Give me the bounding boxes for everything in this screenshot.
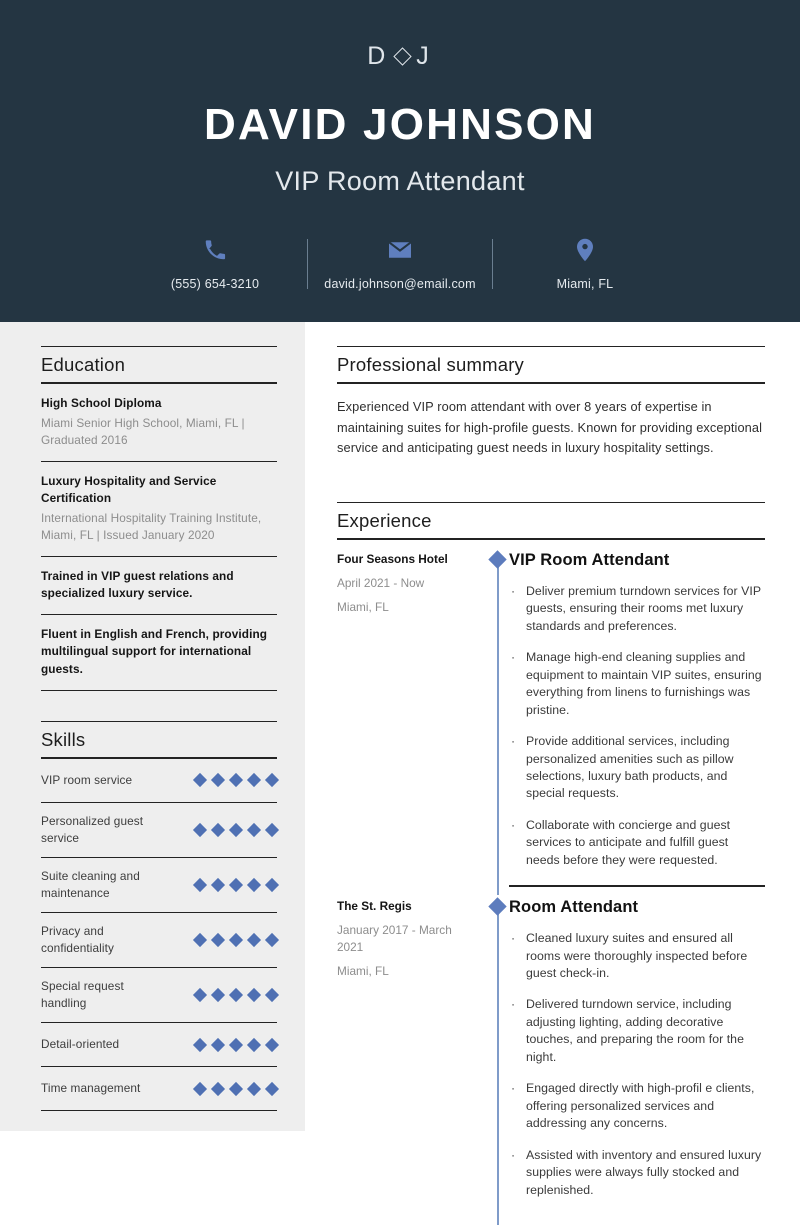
bullet-dot-icon: · [511, 1147, 516, 1162]
diamond-icon [265, 878, 279, 892]
education-meta: Miami Senior High School, Miami, FL | Graduated 2016 [41, 416, 245, 448]
email-value: david.johnson@email.com [324, 277, 476, 291]
resume-header [0, 0, 800, 322]
bullet-text: Cleaned luxury suites and ensured all rooms were thoroughly inspected before guest check-in. [526, 931, 748, 980]
skill-name: Personalized guest service [41, 813, 144, 845]
skill-name: VIP room service [41, 772, 133, 787]
section-header-experience [337, 502, 765, 540]
bullet-dot-icon: · [511, 997, 516, 1012]
phone-icon [204, 237, 226, 263]
education-item [41, 615, 277, 690]
bullet-item [509, 1147, 765, 1199]
skill-name: Suite cleaning and maintenance [41, 868, 140, 900]
skill-row [41, 803, 277, 858]
diamond-icon [229, 823, 243, 837]
diamond-icon [211, 988, 225, 1002]
diamond-icon [265, 933, 279, 947]
education-degree: Fluent in English and French, providing multilingual support for international guests. [41, 627, 268, 676]
skill-rating [195, 935, 277, 945]
diamond-icon [193, 1038, 207, 1052]
section-header-education [41, 346, 277, 384]
bullet-item [509, 930, 765, 982]
bullet-item [509, 583, 765, 635]
experience-company: Four Seasons Hotel [337, 552, 448, 567]
diamond-icon [265, 1038, 279, 1052]
skill-row [41, 858, 277, 913]
location-pin-icon [576, 237, 594, 263]
diamond-icon [211, 878, 225, 892]
diamond-icon [265, 988, 279, 1002]
skill-row [41, 1023, 277, 1067]
education-degree: Luxury Hospitality and Service Certification [41, 474, 217, 505]
experience-location: Miami, FL [337, 599, 389, 614]
education-title: Education [41, 354, 126, 375]
skill-rating [195, 990, 277, 1000]
location-value: Miami, FL [556, 277, 614, 291]
skills-title: Skills [41, 728, 86, 750]
diamond-icon [211, 1038, 225, 1052]
experience-dates: April 2021 - Now [337, 575, 425, 590]
diamond-icon [229, 878, 243, 892]
diamond-icon [265, 823, 279, 837]
experience-company: The St. Regis [337, 899, 412, 914]
skill-rating [195, 825, 277, 835]
education-degree: High School Diploma [41, 396, 162, 410]
education-meta: International Hospitality Training Institute, Miami, FL | Issued January 2020 [41, 510, 262, 543]
phone-value: (555) 654-3210 [170, 277, 260, 291]
diamond-icon [193, 988, 207, 1002]
education-item [41, 384, 277, 462]
skill-row [41, 1067, 277, 1111]
experience-role: Room Attendant [509, 898, 639, 917]
bullet-text: Assisted with inventory and ensured luxury supplies were always fully stocked and replenished. [526, 1147, 762, 1197]
skill-name: Detail-oriented [41, 1037, 120, 1052]
education-degree: Trained in VIP guest relations and specialized luxury service. [41, 569, 234, 601]
experience-detail [509, 898, 765, 1213]
bullet-item [509, 1080, 765, 1132]
monogram-initial-left: D [367, 42, 390, 70]
education-item [41, 557, 277, 615]
timeline-line [497, 557, 499, 895]
diamond-icon [247, 1038, 261, 1052]
contact-phone[interactable] [123, 237, 307, 291]
bullet-item [509, 996, 765, 1066]
diamond-icon [247, 988, 261, 1002]
timeline-line [497, 904, 499, 1225]
skill-name: Privacy and confidentiality [41, 924, 114, 956]
diamond-icon [229, 773, 243, 787]
skill-rating [195, 880, 277, 890]
experience-timeline [487, 551, 509, 883]
experience-dates: January 2017 - March 2021 [337, 922, 452, 954]
diamond-icon [247, 1082, 261, 1096]
diamond-icon [193, 1082, 207, 1096]
experience-timeline [487, 898, 509, 1213]
job-title: VIP Room Attendant [275, 166, 525, 196]
skill-rating [195, 1040, 277, 1050]
diamond-icon [211, 823, 225, 837]
diamond-outline-icon [394, 47, 412, 65]
diamond-icon [247, 773, 261, 787]
experience-meta [337, 551, 487, 883]
sidebar [0, 322, 305, 1131]
skill-rating [195, 775, 277, 785]
experience-bullets [509, 930, 765, 1199]
education-item [41, 462, 277, 557]
page-title: DAVID JOHNSON [203, 100, 597, 149]
skills-list [41, 759, 277, 1112]
resume-body [0, 322, 800, 1197]
bullet-dot-icon: · [511, 734, 516, 749]
summary-title: Professional summary [337, 354, 525, 375]
diamond-icon [193, 823, 207, 837]
experience-title: Experience [337, 510, 432, 532]
bullet-text: Delivered turndown service, including adjusting lighting, adding decorative touches, and preparing the room for the night. [526, 997, 744, 1064]
diamond-icon [229, 988, 243, 1002]
diamond-icon [211, 933, 225, 947]
skill-row [41, 759, 277, 803]
diamond-icon [211, 1082, 225, 1096]
bullet-text: Collaborate with concierge and guest services to anticipate and fulfill guest needs before they were requested. [526, 817, 731, 867]
diamond-icon [247, 878, 261, 892]
diamond-icon [193, 773, 207, 787]
bullet-dot-icon: · [511, 931, 516, 946]
experience-detail [509, 551, 765, 883]
bullet-dot-icon: · [511, 817, 516, 832]
bullet-item [509, 733, 765, 803]
skill-name: Special request handling [41, 979, 124, 1011]
section-header-summary [337, 346, 765, 384]
bullet-text: Engaged directly with high-profil e clients, offering personalized services and addressing any concerns. [526, 1081, 755, 1131]
diamond-icon [211, 773, 225, 787]
diamond-icon [247, 933, 261, 947]
section-header-skills [41, 721, 277, 759]
contact-email[interactable] [308, 237, 492, 291]
skill-row [41, 968, 277, 1023]
bullet-text: Deliver premium turndown services for VIP guests, ensuring their rooms met luxury standards and preferences. [526, 583, 761, 633]
experience-role: VIP Room Attendant [509, 551, 670, 570]
diamond-icon [265, 1082, 279, 1096]
bullet-dot-icon: · [511, 1081, 516, 1096]
contact-location[interactable] [493, 237, 677, 291]
experience-list [337, 540, 765, 1213]
main-column [305, 322, 800, 1197]
skill-row [41, 913, 277, 968]
skill-name: Time management [41, 1081, 141, 1096]
bullet-text: Provide additional services, including personalized amenities such as pillow selections, luxury bath products, and special requests. [526, 734, 734, 801]
experience-entry [337, 887, 765, 1213]
envelope-icon [388, 237, 412, 263]
summary-text: Experienced VIP room attendant with over 8 years of expertise in maintaining suites for high-profile guests. Known for providing exceptional service and anticipating guest needs in luxury hospitality settings. [337, 399, 763, 456]
diamond-icon [229, 933, 243, 947]
diamond-icon [193, 933, 207, 947]
diamond-icon [229, 1082, 243, 1096]
monogram-initial-right: J [416, 42, 433, 70]
experience-entry [337, 540, 765, 883]
monogram [367, 38, 433, 74]
bullet-dot-icon: · [511, 650, 516, 665]
experience-location: Miami, FL [337, 964, 389, 978]
experience-bullets [509, 583, 765, 869]
diamond-icon [247, 823, 261, 837]
skill-rating [195, 1084, 277, 1094]
contact-row [123, 237, 677, 291]
bullet-item [509, 817, 765, 869]
experience-meta [337, 898, 487, 1213]
diamond-icon [265, 773, 279, 787]
bullet-text: Manage high-end cleaning supplies and equipment to maintain VIP suites, ensuring everything from linens to furnishings was pristine. [526, 650, 762, 717]
bullet-item [509, 649, 765, 719]
diamond-icon [193, 878, 207, 892]
bullet-dot-icon: · [511, 583, 516, 598]
diamond-icon [229, 1038, 243, 1052]
diamond-marker-icon [488, 898, 506, 916]
diamond-marker-icon [488, 550, 506, 568]
